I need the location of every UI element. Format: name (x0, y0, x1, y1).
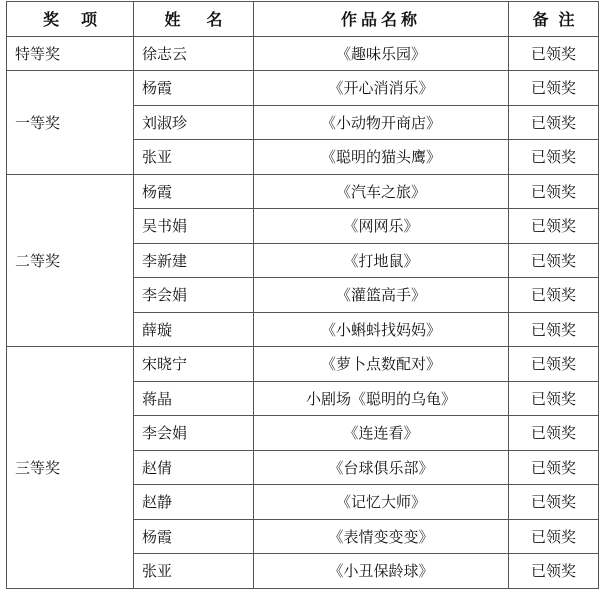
award-level-cell: 三等奖 (7, 347, 134, 589)
note-cell: 已领奖 (509, 381, 599, 416)
winner-name-cell: 张亚 (134, 140, 254, 175)
award-level-cell: 一等奖 (7, 71, 134, 175)
work-title-cell: 《网网乐》 (254, 209, 509, 244)
header-name: 姓名 (134, 2, 254, 37)
note-cell: 已领奖 (509, 312, 599, 347)
header-row (7, 2, 599, 37)
winner-name-cell: 李会娟 (134, 416, 254, 451)
note-cell: 已领奖 (509, 174, 599, 209)
work-title-cell: 《汽车之旅》 (254, 174, 509, 209)
winner-name-cell: 李新建 (134, 243, 254, 278)
winner-name-cell: 宋晓宁 (134, 347, 254, 382)
awards-table (6, 1, 599, 589)
table-body (7, 36, 599, 588)
note-cell: 已领奖 (509, 416, 599, 451)
note-cell: 已领奖 (509, 347, 599, 382)
winner-name-cell: 吴书娟 (134, 209, 254, 244)
work-title-cell: 《记忆大师》 (254, 485, 509, 520)
winner-name-cell: 蒋晶 (134, 381, 254, 416)
note-cell: 已领奖 (509, 243, 599, 278)
header-note: 备注 (509, 2, 599, 37)
table-row (7, 71, 599, 106)
winner-name-cell: 杨霞 (134, 174, 254, 209)
table-row (7, 347, 599, 382)
note-cell: 已领奖 (509, 105, 599, 140)
winner-name-cell: 赵倩 (134, 450, 254, 485)
work-title-cell: 《表情变变变》 (254, 519, 509, 554)
note-cell: 已领奖 (509, 278, 599, 313)
header-work: 作品名称 (254, 2, 509, 37)
winner-name-cell: 徐志云 (134, 36, 254, 71)
header-award: 奖项 (7, 2, 134, 37)
winner-name-cell: 张亚 (134, 554, 254, 589)
work-title-cell: 《萝卜点数配对》 (254, 347, 509, 382)
work-title-cell: 《趣味乐园》 (254, 36, 509, 71)
winner-name-cell: 杨霞 (134, 519, 254, 554)
award-level-cell: 二等奖 (7, 174, 134, 347)
work-title-cell: 《打地鼠》 (254, 243, 509, 278)
award-level-cell: 特等奖 (7, 36, 134, 71)
table-row (7, 36, 599, 71)
winner-name-cell: 李会娟 (134, 278, 254, 313)
note-cell: 已领奖 (509, 450, 599, 485)
work-title-cell: 《聪明的猫头鹰》 (254, 140, 509, 175)
note-cell: 已领奖 (509, 485, 599, 520)
note-cell: 已领奖 (509, 519, 599, 554)
winner-name-cell: 杨霞 (134, 71, 254, 106)
note-cell: 已领奖 (509, 71, 599, 106)
work-title-cell: 小剧场《聪明的乌龟》 (254, 381, 509, 416)
note-cell: 已领奖 (509, 554, 599, 589)
work-title-cell: 《开心消消乐》 (254, 71, 509, 106)
work-title-cell: 《小蝌蚪找妈妈》 (254, 312, 509, 347)
note-cell: 已领奖 (509, 140, 599, 175)
work-title-cell: 《小动物开商店》 (254, 105, 509, 140)
work-title-cell: 《连连看》 (254, 416, 509, 451)
note-cell: 已领奖 (509, 36, 599, 71)
winner-name-cell: 刘淑珍 (134, 105, 254, 140)
work-title-cell: 《台球俱乐部》 (254, 450, 509, 485)
winner-name-cell: 赵静 (134, 485, 254, 520)
table-row (7, 174, 599, 209)
note-cell: 已领奖 (509, 209, 599, 244)
work-title-cell: 《灌篮高手》 (254, 278, 509, 313)
work-title-cell: 《小丑保龄球》 (254, 554, 509, 589)
winner-name-cell: 薛璇 (134, 312, 254, 347)
